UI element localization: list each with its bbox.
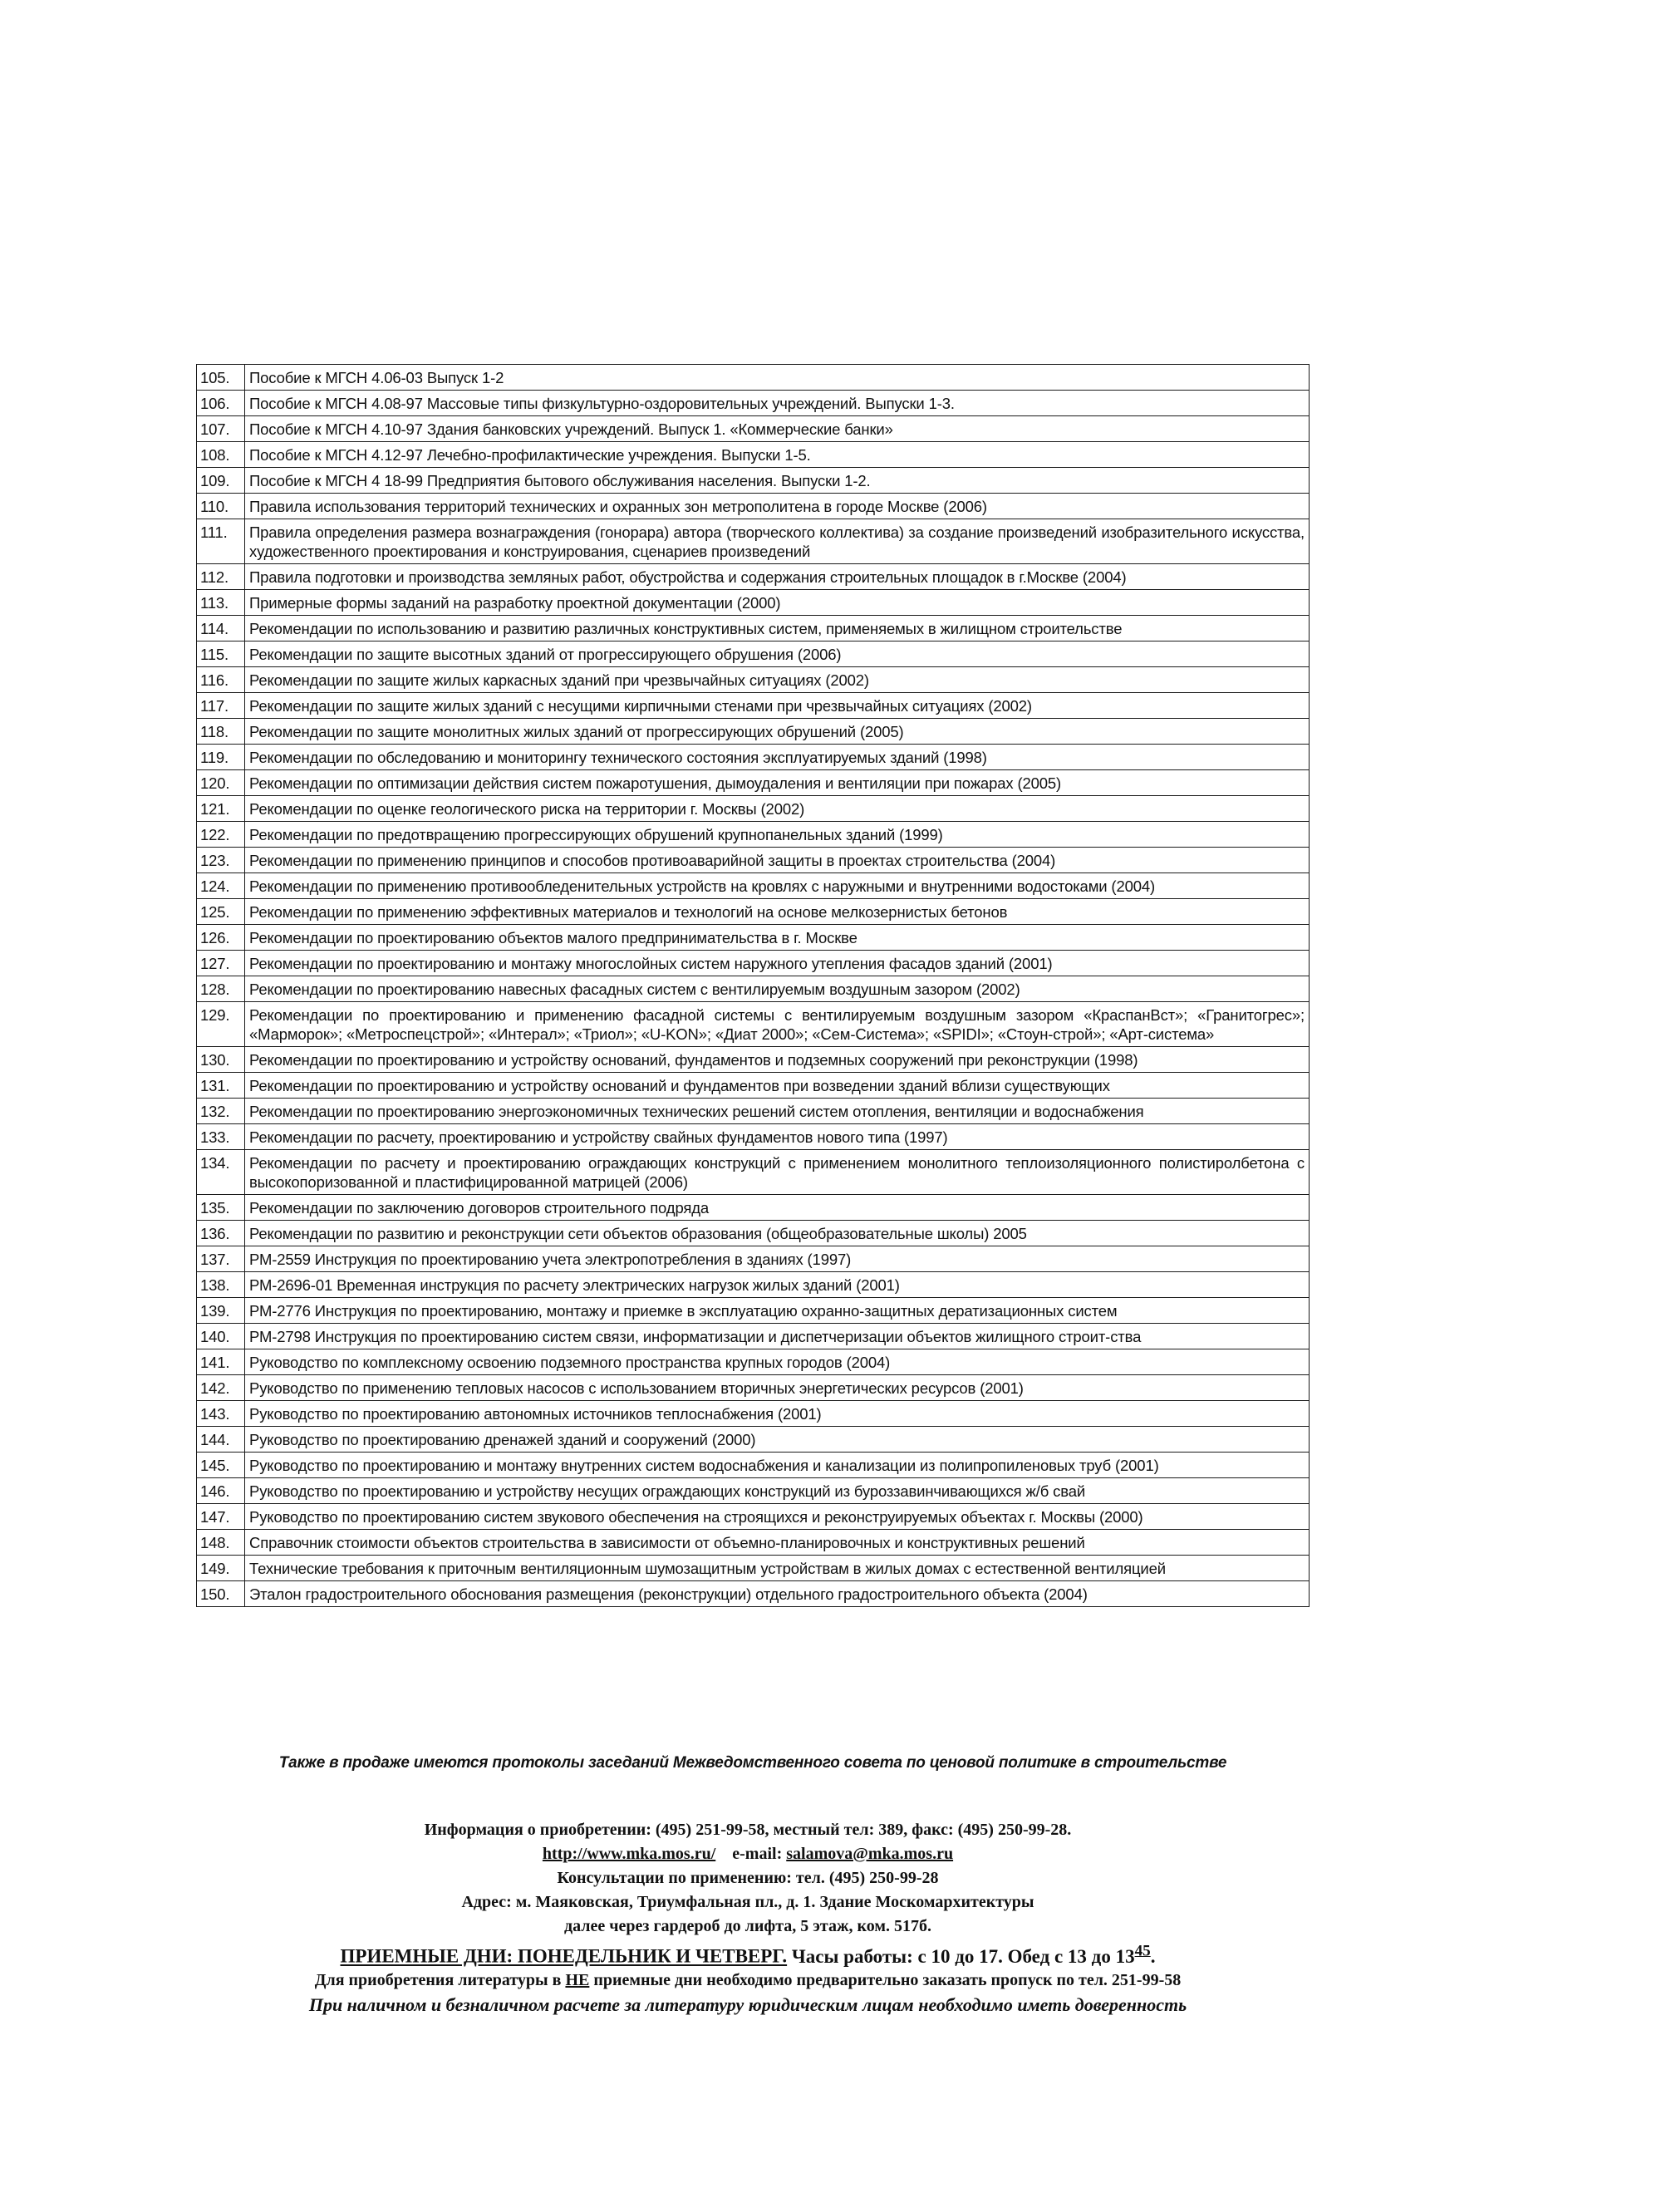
email-link[interactable]: salamova@mka.mos.ru <box>786 1845 954 1863</box>
row-number: 131. <box>197 1073 245 1099</box>
table-row <box>197 693 1310 719</box>
row-number: 105. <box>197 365 245 391</box>
row-number: 118. <box>197 719 245 745</box>
row-title: Пособие к МГСН 4.12-97 Лечебно-профилактические учреждения. Выпуски 1-5. <box>245 442 1310 468</box>
reception-line <box>150 1939 1346 1969</box>
row-number: 109. <box>197 468 245 494</box>
table-row <box>197 391 1310 416</box>
row-title: Руководство по проектированию дренажей зданий и сооружений (2000) <box>245 1427 1310 1453</box>
email-label: e-mail: <box>732 1845 783 1863</box>
row-number: 137. <box>197 1246 245 1272</box>
row-title: Руководство по проектированию систем звукового обеспечения на строящихся и реконструируемых объектах г. Москвы (2000) <box>245 1504 1310 1530</box>
address-line: Адрес: м. Маяковская, Триумфальная пл., д. 1. Здание Москомархитектуры <box>461 1893 1034 1911</box>
power-of-attorney-line: При наличном и безналичном расчете за литературу юридическим лицам необходимо иметь доверенность <box>308 1993 1187 2015</box>
row-number: 132. <box>197 1099 245 1124</box>
row-number: 150. <box>197 1581 245 1607</box>
row-title: Руководство по применению тепловых насосов с использованием вторичных энергетических ресурсов (2001) <box>245 1375 1310 1401</box>
table-row <box>197 770 1310 796</box>
table-row <box>197 1002 1310 1047</box>
row-title: Рекомендации по проектированию и монтажу многослойных систем наружного утепления фасадов зданий (2001) <box>245 951 1310 976</box>
row-title: Рекомендации по проектированию и устройству оснований и фундаментов при возведении зданий вблизи существующих <box>245 1073 1310 1099</box>
table-row <box>197 616 1310 641</box>
row-title: Руководство по комплексному освоению подземного пространства крупных городов (2004) <box>245 1349 1310 1375</box>
table-row <box>197 468 1310 494</box>
row-number: 114. <box>197 616 245 641</box>
table-row <box>197 1453 1310 1478</box>
row-number: 144. <box>197 1427 245 1453</box>
row-number: 141. <box>197 1349 245 1375</box>
row-title: Рекомендации по защите жилых каркасных зданий при чрезвычайных ситуациях (2002) <box>245 667 1310 693</box>
row-title: Справочник стоимости объектов строительства в зависимости от объемно-планировочных и конструктивных решений <box>245 1530 1310 1556</box>
row-number: 117. <box>197 693 245 719</box>
table-row <box>197 848 1310 873</box>
row-number: 107. <box>197 416 245 442</box>
row-title: Рекомендации по использованию и развитию различных конструктивных систем, применяемых в жилищном строительстве <box>245 616 1310 641</box>
row-title: Руководство по проектированию и монтажу внутренних систем водоснабжения и канализации из полипропиленовых труб (2001) <box>245 1453 1310 1478</box>
table-row <box>197 1099 1310 1124</box>
table-row <box>197 951 1310 976</box>
website-link[interactable]: http://www.mka.mos.ru/ <box>542 1845 716 1863</box>
table-row <box>197 1530 1310 1556</box>
table-row <box>197 519 1310 564</box>
row-title: РМ-2798 Инструкция по проектированию систем связи, информатизации и диспетчеризации объектов жилищного строит-ства <box>245 1324 1310 1349</box>
table-row <box>197 1272 1310 1298</box>
working-hours-minutes: 45 <box>1134 1942 1151 1959</box>
row-title: Рекомендации по обследованию и мониторингу технического состояния эксплуатируемых зданий (1998) <box>245 745 1310 770</box>
row-number: 113. <box>197 590 245 616</box>
row-title: Рекомендации по применению принципов и способов противоаварийной защиты в проектах строительства (2004) <box>245 848 1310 873</box>
row-number: 146. <box>197 1478 245 1504</box>
table-row <box>197 1401 1310 1427</box>
table-row <box>197 925 1310 951</box>
consultation-line: Консультации по применению: тел. (495) 250-99-28 <box>557 1869 939 1887</box>
working-hours-text: Часы работы: с 10 до 17. Обед с 13 до 13 <box>791 1945 1135 1967</box>
table-row <box>197 719 1310 745</box>
table-row <box>197 899 1310 925</box>
purchase-info-line: Информация о приобретении: (495) 251-99-58, местный тел: 389, факс: (495) 250-99-28. <box>424 1821 1072 1839</box>
row-title: Рекомендации по оптимизации действия систем пожаротушения, дымоудаления и вентиляции при пожарах (2005) <box>245 770 1310 796</box>
row-title: Правила подготовки и производства земляных работ, обустройства и содержания строительных площадок в г.Москве (2004) <box>245 564 1310 590</box>
table-row <box>197 1047 1310 1073</box>
row-number: 112. <box>197 564 245 590</box>
table-row <box>197 442 1310 468</box>
table-row <box>197 1427 1310 1453</box>
table-row <box>197 564 1310 590</box>
table-row <box>197 365 1310 391</box>
row-number: 110. <box>197 494 245 519</box>
table-row <box>197 1478 1310 1504</box>
row-title: РМ-2559 Инструкция по проектированию учета электропотребления в зданиях (1997) <box>245 1246 1310 1272</box>
table-row <box>197 1556 1310 1581</box>
protocols-note: Также в продаже имеются протоколы заседаний Межведомственного совета по ценовой политике в строительстве <box>278 1754 1227 1772</box>
row-number: 119. <box>197 745 245 770</box>
row-number: 140. <box>197 1324 245 1349</box>
row-number: 120. <box>197 770 245 796</box>
row-number: 122. <box>197 822 245 848</box>
table-row <box>197 745 1310 770</box>
working-hours-end: . <box>1150 1945 1156 1967</box>
row-title: Рекомендации по проектированию энергоэкономичных технических решений систем отопления, вентиляции и водоснабжения <box>245 1099 1310 1124</box>
table-row <box>197 1195 1310 1221</box>
table-row <box>197 494 1310 519</box>
row-number: 138. <box>197 1272 245 1298</box>
row-number: 126. <box>197 925 245 951</box>
row-number: 121. <box>197 796 245 822</box>
table-row <box>197 976 1310 1002</box>
row-number: 116. <box>197 667 245 693</box>
directions-line: далее через гардероб до лифта, 5 этаж, ком. 517б. <box>563 1917 931 1935</box>
row-title: Пособие к МГСН 4.10-97 Здания банковских учреждений. Выпуск 1. «Коммерческие банки» <box>245 416 1310 442</box>
row-number: 123. <box>197 848 245 873</box>
row-number: 142. <box>197 1375 245 1401</box>
row-number: 124. <box>197 873 245 899</box>
table-row <box>197 667 1310 693</box>
row-title: Рекомендации по защите жилых зданий с несущими кирпичными стенами при чрезвычайных ситуациях (2002) <box>245 693 1310 719</box>
row-number: 106. <box>197 391 245 416</box>
row-number: 135. <box>197 1195 245 1221</box>
row-title: Технические требования к приточным вентиляционным шумозащитным устройствам в жилых домах с естественной вентиляцией <box>245 1556 1310 1581</box>
row-title: Рекомендации по развитию и реконструкции сети объектов образования (общеобразовательные школы) 2005 <box>245 1221 1310 1246</box>
row-number: 136. <box>197 1221 245 1246</box>
row-title: Правила определения размера вознаграждения (гонорара) автора (творческого коллектива) за создание произведений изобразительного искусства, художественного проектирования и конструирования, сценариев произведений <box>245 519 1310 564</box>
row-title: Эталон градостроительного обоснования размещения (реконструкции) отдельного градостроительного объекта (2004) <box>245 1581 1310 1607</box>
row-title: Правила использования территорий технических и охранных зон метрополитена в городе Москве (2006) <box>245 494 1310 519</box>
table-row <box>197 1375 1310 1401</box>
row-number: 129. <box>197 1002 245 1047</box>
table-row <box>197 1324 1310 1349</box>
table-row <box>197 590 1310 616</box>
row-title: Рекомендации по расчету и проектированию ограждающих конструкций с применением монолитного теплоизоляционного полистиролбетона с высокопоризованной и пластифицированной матрицей (2006) <box>245 1150 1310 1195</box>
row-title: Руководство по проектированию и устройству несущих ограждающих конструкций из буроззавинчивающихся ж/б свай <box>245 1478 1310 1504</box>
table-row <box>197 796 1310 822</box>
row-number: 147. <box>197 1504 245 1530</box>
row-number: 134. <box>197 1150 245 1195</box>
publications-table-body <box>197 365 1310 1607</box>
table-row <box>197 1221 1310 1246</box>
table-row <box>197 1124 1310 1150</box>
row-title: РМ-2776 Инструкция по проектированию, монтажу и приемке в эксплуатацию охранно-защитных дератизационных систем <box>245 1298 1310 1324</box>
reception-days: ПРИЕМНЫЕ ДНИ: ПОНЕДЕЛЬНИК И ЧЕТВЕРГ. <box>340 1945 788 1967</box>
row-number: 143. <box>197 1401 245 1427</box>
pass-order-ne: НЕ <box>565 1970 590 1989</box>
row-number: 145. <box>197 1453 245 1478</box>
row-title: Рекомендации по расчету, проектированию и устройству свайных фундаментов нового типа (1997) <box>245 1124 1310 1150</box>
row-number: 148. <box>197 1530 245 1556</box>
row-title: Рекомендации по предотвращению прогрессирующих обрушений крупнопанельных зданий (1999) <box>245 822 1310 848</box>
row-title: Руководство по проектированию автономных источников теплоснабжения (2001) <box>245 1401 1310 1427</box>
row-title: Рекомендации по защите монолитных жилых зданий от прогрессирующих обрушений (2005) <box>245 719 1310 745</box>
table-row <box>197 1298 1310 1324</box>
table-row <box>197 1246 1310 1272</box>
table-row <box>197 822 1310 848</box>
table-row <box>197 1150 1310 1195</box>
table-row <box>197 873 1310 899</box>
working-hours <box>791 1942 1156 1967</box>
row-number: 108. <box>197 442 245 468</box>
row-title: Рекомендации по применению эффективных материалов и технологий на основе мелкозернистых бетонов <box>245 899 1310 925</box>
row-number: 127. <box>197 951 245 976</box>
table-row <box>197 1073 1310 1099</box>
row-number: 133. <box>197 1124 245 1150</box>
row-title: Рекомендации по оценке геологического риска на территории г. Москвы (2002) <box>245 796 1310 822</box>
row-title: Рекомендации по применению противообледенительных устройств на кровлях с наружными и внутренними водостоками (2004) <box>245 873 1310 899</box>
contact-info <box>150 1818 1346 2017</box>
row-title: Рекомендации по проектированию и устройству оснований, фундаментов и подземных сооружений при реконструкции (1998) <box>245 1047 1310 1073</box>
row-number: 139. <box>197 1298 245 1324</box>
row-title: Рекомендации по защите высотных зданий от прогрессирующего обрушения (2006) <box>245 641 1310 667</box>
row-number: 149. <box>197 1556 245 1581</box>
pass-order-post: приемные дни необходимо предварительно заказать пропуск по тел. 251-99-58 <box>593 1970 1182 1989</box>
row-title: Пособие к МГСН 4.08-97 Массовые типы физкультурно-оздоровительных учреждений. Выпуски 1-3. <box>245 391 1310 416</box>
row-number: 115. <box>197 641 245 667</box>
publications-table <box>196 364 1310 1607</box>
row-title: Пособие к МГСН 4.06-03 Выпуск 1-2 <box>245 365 1310 391</box>
row-number: 111. <box>197 519 245 564</box>
row-title: РМ-2696-01 Временная инструкция по расчету электрических нагрузок жилых зданий (2001) <box>245 1272 1310 1298</box>
row-number: 125. <box>197 899 245 925</box>
row-number: 130. <box>197 1047 245 1073</box>
row-title: Рекомендации по проектированию объектов малого предпринимательства в г. Москве <box>245 925 1310 951</box>
pass-order-line <box>150 1969 1346 1993</box>
table-row <box>197 1581 1310 1607</box>
table-row <box>197 1349 1310 1375</box>
row-title: Рекомендации по заключению договоров строительного подряда <box>245 1195 1310 1221</box>
row-title: Пособие к МГСН 4 18-99 Предприятия бытового обслуживания населения. Выпуски 1-2. <box>245 468 1310 494</box>
row-number: 128. <box>197 976 245 1002</box>
table-row <box>197 1504 1310 1530</box>
row-title: Рекомендации по проектированию и применению фасадной системы с вентилируемым воздушным зазором «КраспанВст»; «Гранитогрес»; «Марморок»; «Метроспецстрой»; «Интерал»; «Триол»; «U-KON»; «Диат 2000»; «Сем-Система»; «SPIDI»; «Стоун-строй»; «Арт-система» <box>245 1002 1310 1047</box>
table-row <box>197 416 1310 442</box>
pass-order-pre: Для приобретения литературы в <box>314 1970 562 1989</box>
table-row <box>197 641 1310 667</box>
row-title: Рекомендации по проектированию навесных фасадных систем с вентилируемым воздушным зазором (2002) <box>245 976 1310 1002</box>
row-title: Примерные формы заданий на разработку проектной документации (2000) <box>245 590 1310 616</box>
web-line <box>150 1842 1346 1866</box>
